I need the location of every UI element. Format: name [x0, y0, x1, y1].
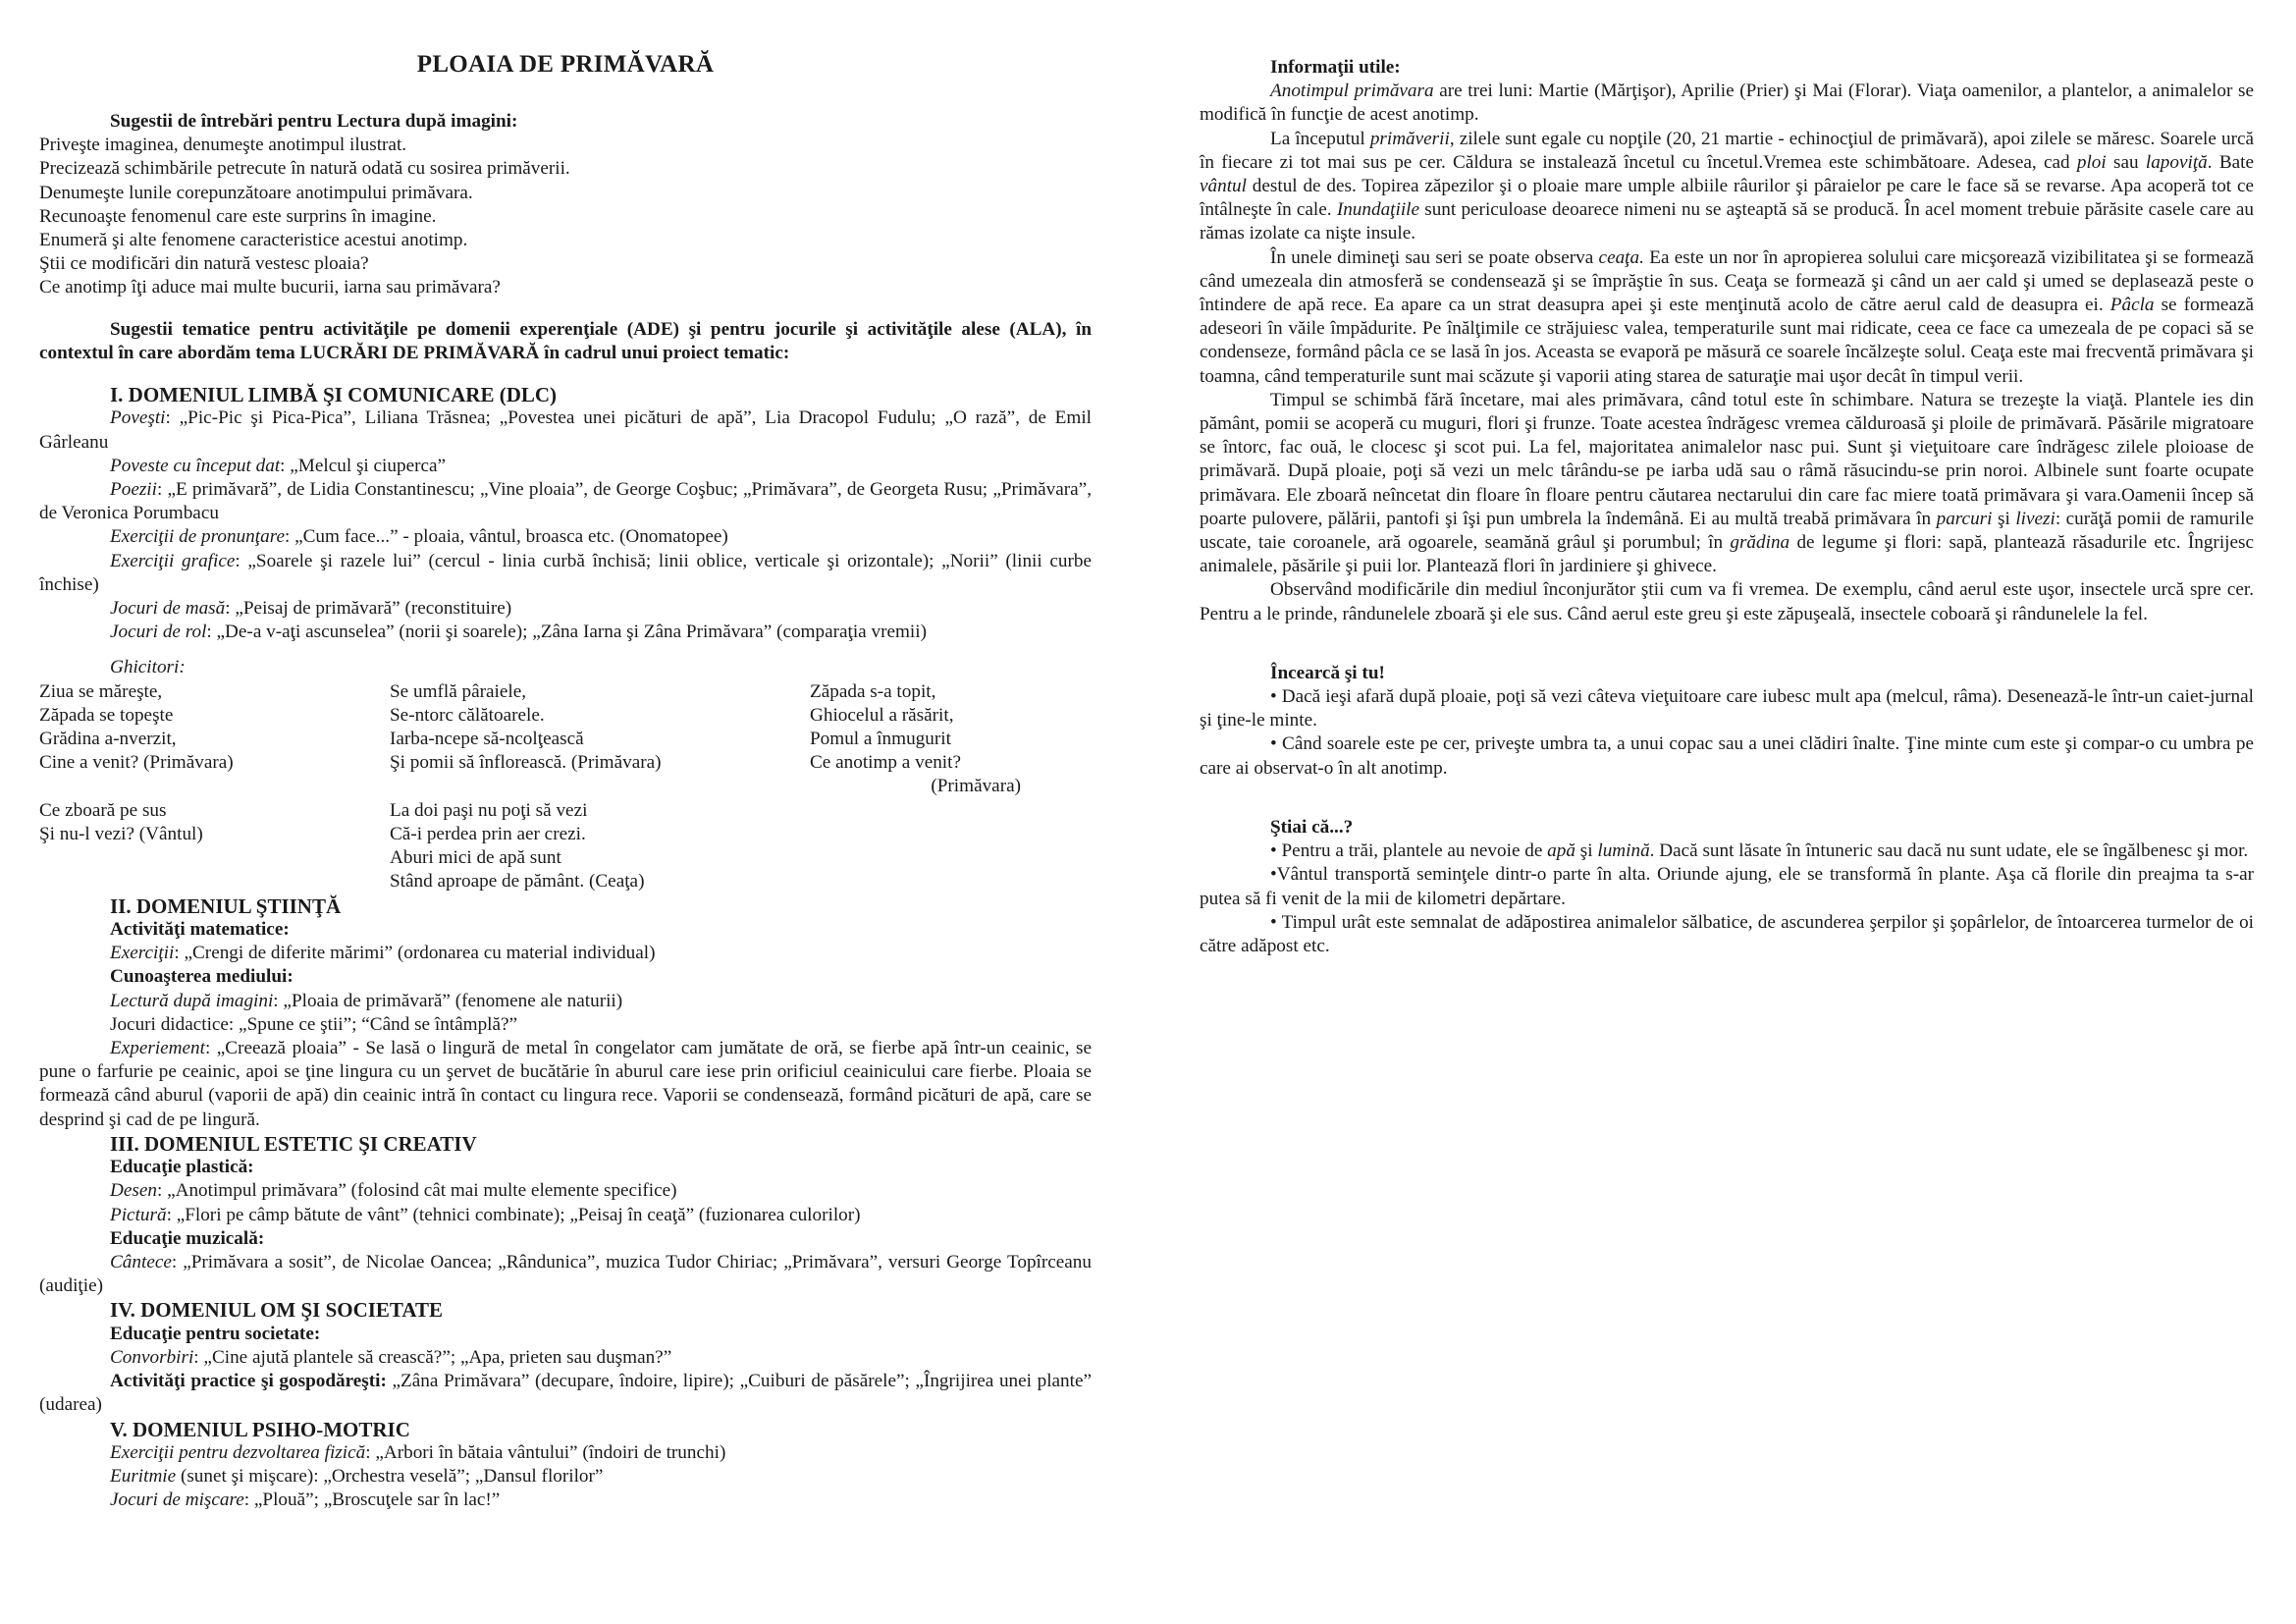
- math-item: [39, 942, 1092, 965]
- dlc-item-label: Poezii: [110, 479, 157, 501]
- stiai-heading: Ştiai că...?: [1270, 816, 1354, 838]
- text-run: are trei luni: Martie (Mărţişor), Aprilie (Prier) şi Mai (Florar). Viaţa oamenilor, a plantelor, a animalelor se modifică în funcţie de acest anotimp.: [1200, 81, 2254, 126]
- dlc-item: [39, 455, 1092, 478]
- italic-term: grădina: [1730, 532, 1790, 554]
- item-label: Exerciţii: [110, 943, 175, 964]
- item-text: : „Creează ploaia” - Se lasă o lingură de metal în congelator cam jumătate de oră, se fierbe apă într-un ceainic, se pune o farfurie pe ceainic, apoi se ţine lingura cu un şervet de bucătărie în aburul care iese prin orificiul ceainicului care fierbe. Ploaia se formează când aburul (vaporii de apă) din ceainic intră în contact cu lingura rece. Vaporii se condensează, formând picături de apă, care se desprind şi cad de pe lingură.: [39, 1037, 1092, 1130]
- item-text: : „Crengi de diferite mărimi” (ordonarea cu material individual): [174, 943, 656, 964]
- dlc-item: [39, 406, 1092, 454]
- experiment-item: [39, 1037, 1092, 1132]
- section-heading-estetic: III. DOMENIUL ESTETIC ŞI CREATIV: [110, 1131, 477, 1156]
- incearca-item: • Când soarele este pe cer, priveşte umbra ta, a unui copac sau a unei clădiri înalte. Ţine minte cum este şi compar-o cu umbra pe care ai observat-o în alt anotimp.: [1200, 733, 2254, 779]
- riddles-grid: [39, 680, 1092, 894]
- intro-paragraph: Sugestii tematice pentru activităţile pe domenii experenţiale (ADE) şi pentru jocurile şi activităţile alese (ALA), în contextul în care abordăm tema LUCRĂRI DE PRIMĂVARĂ în cadrul unui proiect tematic:: [39, 318, 1092, 363]
- riddle-line: Ziua se măreşte,: [39, 680, 163, 702]
- jocuri-miscare-item: [39, 1489, 1092, 1512]
- incearca-item: • Dacă ieşi afară după ploaie, poţi să vezi câteva vieţuitoare care iubesc mult apa (melcul, râma). Desenează-le într-un caiet-jurnal şi ţine-le minte.: [1200, 686, 2254, 731]
- muzicala-heading: Educaţie muzicală:: [110, 1227, 265, 1249]
- riddle-line: Ghiocelul a răsărit,: [810, 704, 954, 726]
- info-heading: Informaţii utile:: [1270, 57, 1401, 78]
- item-text: : „Arbori în bătaia vântului” (îndoiri de trunchi): [365, 1441, 726, 1463]
- question: Denumeşte lunile corepunzătoare anotimpului primăvara.: [39, 182, 473, 203]
- text-run: Timpul se schimbă fără încetare, mai ales primăvara, când totul este în schimbare. Natura se trezeşte la viaţă. Plantele ies din pământ, pomii se acoperă cu muguri, flori şi frunze. Toate acestea îndrăgesc vremea călduroasă şi ploile de primăvară. Păsările migratoare se întorc, fac ouă, le clocesc şi scot pui. La fel, majoritatea animalelor nasc pui. Sunt şi vieţuitoare care îndrăgesc zilele ploioase de primăvară. După ploaie, poţi să vezi un melc târându-se pe iarba udă sau o râmă răsucindu-se prin noroi. Albinele sunt foarte ocupate primăvara. Ele zboară neîncetat din floare în floare pentru căutarea nectarului din care fac miere toată primăvara şi vara.Oamenii încep să poarte pulovere, pălării, pantofi şi îşi pun umbrela la îndemână. Ei au multă treabă primăvara în: [1200, 389, 2254, 529]
- italic-term: ploi: [2076, 151, 2107, 173]
- italic-term: livezi: [2015, 508, 2056, 529]
- section-heading-dlc: I. DOMENIUL LIMBĂ ŞI COMUNICARE (DLC): [110, 383, 558, 407]
- section-heading-om: IV. DOMENIUL OM ŞI SOCIETATE: [110, 1298, 443, 1323]
- item-text: : „Cine ajută plantele să crească?”; „Apa, prieten sau duşman?”: [193, 1346, 672, 1368]
- dlc-item: [39, 621, 1092, 644]
- text-run: şi: [1992, 508, 2016, 529]
- dlc-item-label: Exerciţii grafice: [110, 550, 236, 571]
- riddle-line: Pomul a înmugurit: [810, 729, 951, 750]
- jocuri-item: Jocuri didactice: „Spune ce ştii”; “Când se întâmplă?”: [110, 1013, 518, 1035]
- text-run: de legume şi flori: sapă, plantează răsadurile etc. Îngrijesc animalele, păsările şi puii lor. Plantează flori în jardiniere şi ghivece.: [1200, 532, 2254, 577]
- text-run: se formează adeseori în văile împădurite. Pe înălţimile ce străjuiesc valea, temperaturile sunt mai ridicate, ceea ce face ca umezeala de pe copaci să se condenseze, formând pâcla ce se lasă în jos. Aceasta se evaporă pe măsură ce soarele încălzeşte solul. Ceaţa este mai frecventă primăvara şi toamna, când temperaturile sunt mai scăzute şi vaporii ating starea de saturaţie mai uşor decât în timpul verii.: [1200, 295, 2254, 387]
- info-paragraph: [1200, 389, 2254, 579]
- item-text: : „Anotimpul primăvara” (folosind cât mai multe elemente specifice): [156, 1180, 677, 1202]
- riddle: [810, 680, 1092, 799]
- italic-term: ceaţa.: [1598, 246, 1644, 268]
- item-label: Activităţi practice şi gospodăreşti:: [110, 1371, 387, 1392]
- riddle-line: Aburi mici de apă sunt: [390, 847, 561, 869]
- societate-heading: Educaţie pentru societate:: [110, 1323, 321, 1344]
- section-heading-psiho: V. DOMENIUL PSIHO-MOTRIC: [110, 1417, 410, 1441]
- stiai-item: • Timpul urât este semnalat de adăpostirea animalelor sălbatice, de ascunderea şerpilor şi şopârlelor, de întoarcerea turmelor de oi către adăpost etc.: [1200, 911, 2254, 956]
- text-run: sunt periculoase deoarece nimeni nu se aşteaptă să se producă. În acel moment trebuie părăsite casele care au rămas izolate ca nişte insule.: [1200, 199, 2254, 244]
- math-heading: Activităţi matematice:: [110, 918, 290, 940]
- italic-term: parcuri: [1936, 508, 1993, 529]
- text-run: sau: [2106, 151, 2146, 173]
- item-text: : „Plouă”; „Broscuţele sar în lac!”: [243, 1489, 501, 1511]
- riddle-line: Că-i perdea prin aer crezi.: [390, 823, 586, 844]
- riddle: [390, 799, 810, 894]
- riddle-line: La doi paşi nu poţi să vezi: [390, 799, 588, 821]
- riddle-line: Grădina a-nverzit,: [39, 729, 177, 750]
- riddle-line: Iarba-ncepe să-ncolţească: [390, 729, 584, 750]
- dlc-item-text: : „Peisaj de primăvară” (reconstituire): [225, 598, 512, 620]
- info-paragraph: [1200, 128, 2254, 246]
- info-paragraph: [1200, 80, 2254, 127]
- env-heading: Cunoaşterea mediului:: [110, 966, 294, 988]
- item-label: Pictură: [110, 1204, 167, 1225]
- item-text: „Zâna Primăvara” (decupare, îndoire, lipire); „Cuiburi de păsărele”; „Îngrijirea unei plante” (udarea): [39, 1371, 1092, 1416]
- left-content: [39, 110, 1092, 1513]
- italic-term: Pâcla: [2109, 295, 2155, 316]
- plastica-heading: Educaţie plastică:: [110, 1157, 254, 1178]
- stiai-item: [1200, 839, 2254, 863]
- item-label: Cântece: [110, 1251, 172, 1272]
- item-label: Desen: [110, 1180, 157, 1202]
- dlc-item: [39, 597, 1092, 621]
- italic-term: Anotimpul primăvara: [1270, 81, 1434, 102]
- riddle-line: Şi nu-l vezi? (Vântul): [39, 823, 203, 844]
- text-run: şi: [1575, 840, 1598, 862]
- italic-term: vântul: [1200, 176, 1247, 197]
- text-run: : curăţă pomii de ramurile uscate, taie coroanele, ară ogoarele, seamănă grâul şi porumbul; în: [1200, 508, 2254, 554]
- dlc-item-label: Poveste cu început dat: [110, 455, 281, 476]
- question: Enumeră şi alte fenomene caracteristice acestui anotimp.: [39, 230, 468, 251]
- section-heading-stiinta: II. DOMENIUL ŞTIINŢĂ: [110, 893, 342, 918]
- dlc-item-text: : „De-a v-aţi ascunselea” (norii şi soarele); „Zâna Iarna şi Zâna Primăvara” (comparaţia vremii): [206, 622, 927, 643]
- riddle-line: Şi pomii să înflorească. (Primăvara): [390, 752, 662, 774]
- dlc-item-text: : „Soarele şi razele lui” (cercul - linia curbă închisă; linii oblice, verticale şi orizontale); „Norii” (linii curbe închise): [39, 550, 1092, 595]
- dlc-item-label: Exerciţii de pronunţare: [110, 526, 285, 548]
- text-run: La începutul: [1270, 128, 1370, 149]
- dlc-item: [39, 525, 1092, 549]
- dlc-item-text: : „Pic-Pic şi Pica-Pica”, Liliana Trăsnea; „Povestea unei picături de apă”, Lia Dracopol Fudulu; „O rază”, de Emil Gârleanu: [39, 407, 1092, 453]
- lectura-questions: [39, 134, 1092, 299]
- info-paragraph: Observând modificările din mediul înconjurător ştii cum va fi vremea. De exemplu, când aerul este uşor, insectele urcă spre cer. Pentru a le prinde, rândunelele zboară şi ele sus. Când aerul este greu şi este zăpuşeală, insectele coboară şi rândunelele la fel.: [1200, 579, 2254, 624]
- pictura-item: [39, 1204, 1092, 1227]
- desen-item: [39, 1179, 1092, 1203]
- dlc-item: [39, 550, 1092, 597]
- text-run: În unele dimineţi sau seri se poate observa: [1270, 246, 1599, 268]
- cantece-item: [39, 1251, 1092, 1298]
- riddle-line: Se-ntorc călătoarele.: [390, 704, 545, 726]
- question: Ştii ce modificări din natură vestesc ploaia?: [39, 253, 369, 275]
- info-paragraph: [1200, 246, 2254, 389]
- italic-term: Inundaţiile: [1336, 199, 1420, 221]
- italic-term: apă: [1547, 840, 1575, 862]
- riddle: [39, 680, 390, 799]
- item-text: : „Flori pe câmp bătute de vânt” (tehnici combinate); „Peisaj în ceaţă” (fuzionarea culorilor): [166, 1204, 861, 1225]
- dlc-item-text: : „E primăvară”, de Lidia Constantinescu; „Vine ploaia”, de George Coşbuc; „Primăvara”, de Georgeta Rusu; „Primăvara”, de Veronica Porumbacu: [39, 479, 1092, 524]
- incearca-heading: Încearcă şi tu!: [1270, 662, 1385, 683]
- stiai-item: •Vântul transportă seminţele dintr-o parte în alta. Oriunde ajung, ele se transformă în plante. Aşa că florile din preajma ta s-ar putea să fi venit de la mii de kilometri depărtare.: [1200, 864, 2254, 909]
- question: Precizează schimbările petrecute în natură odată cu sosirea primăverii.: [39, 158, 570, 180]
- riddle: [39, 799, 390, 894]
- italic-term: lapoviţă: [2145, 151, 2208, 173]
- item-text: : „Primăvara a sosit”, de Nicolae Oancea; „Rândunica”, muzica Tudor Chiriac; „Primăvara”, versuri George Topîrceanu (audiţie): [39, 1251, 1092, 1297]
- riddle-line: Se umflă pâraiele,: [390, 680, 527, 702]
- dlc-item-text: : „Melcul şi ciuperca”: [280, 455, 447, 476]
- euritmie-item: [39, 1465, 1092, 1489]
- italic-term: primăverii: [1369, 128, 1450, 149]
- riddle-line: Zăpada s-a topit,: [810, 680, 936, 702]
- riddle-line: Cine a venit? (Primăvara): [39, 752, 234, 774]
- item-label: Experiement: [110, 1037, 205, 1058]
- text-run: . Dacă sunt lăsate în întuneric sau dacă nu sunt udate, ele se îngălbenesc şi mor.: [1649, 840, 2249, 862]
- text-run: • Pentru a trăi, plantele au nevoie de: [1270, 840, 1548, 862]
- convorbiri-item: [39, 1346, 1092, 1370]
- text-run: . Bate: [2207, 151, 2255, 173]
- dlc-item: [39, 478, 1092, 525]
- riddle-answer: (Primăvara): [931, 776, 1021, 797]
- item-text: (sunet şi mişcare): „Orchestra veselă”; „Dansul florilor”: [176, 1466, 604, 1488]
- question: Priveşte imaginea, denumeşte anotimpul ilustrat.: [39, 135, 407, 156]
- item-label: Euritmie: [110, 1466, 177, 1488]
- lectura-item: [39, 990, 1092, 1013]
- riddles-label: Ghicitori:: [110, 657, 186, 678]
- question: Recunoaşte fenomenul care este surprins în imagine.: [39, 205, 437, 227]
- dlc-item-label: Jocuri de rol: [110, 622, 207, 643]
- exercitii-item: [39, 1441, 1092, 1465]
- riddle-line: Stând aproape de pământ. (Ceaţa): [390, 871, 645, 893]
- riddle: [390, 680, 810, 799]
- dlc-item-text: : „Cum face...” - ploaia, vântul, broasca etc. (Onomatopee): [284, 526, 728, 548]
- item-label: Lectură după imagini: [110, 990, 274, 1011]
- riddle-line: Ce anotimp a venit?: [810, 752, 961, 774]
- item-label: Jocuri de mişcare: [110, 1489, 244, 1511]
- text-run: Ea este un nor în apropierea solului care micşorează vizibilitatea şi se formează când umezeala din atmosferă se condensează şi se împrăştie în sus. Ceaţa se formează şi când un aer cald şi umed se deplasează peste o întindere de apă rece. Ea apare ca un strat deasupra apei şi este menţinută acolo de către aerul cald de deasupra ei.: [1200, 246, 2254, 316]
- riddle-line: Ce zboară pe sus: [39, 799, 167, 821]
- italic-term: lumină: [1597, 840, 1650, 862]
- lectura-heading: Sugestii de întrebări pentru Lectura după imagini:: [110, 111, 518, 132]
- right-content: [1200, 56, 2254, 958]
- item-text: : „Ploaia de primăvară” (fenomene ale naturii): [273, 990, 623, 1011]
- text-run: , zilele sunt egale cu nopţile (20, 21 martie - echinocţiul de primăvară), apoi zilele se măresc. Soarele urcă în fiecare zi tot mai sus pe cer. Căldura se instalează încetul cu încetul.Vremea este schimbătoare. Adesea, cad: [1200, 128, 2255, 173]
- riddle-line: Zăpada se topeşte: [39, 704, 174, 726]
- item-label: Exerciţii pentru dezvoltarea fizică: [110, 1441, 366, 1463]
- question: Ce anotimp îţi aduce mai multe bucurii, iarna sau primăvara?: [39, 277, 501, 298]
- text-run: destul de des. Topirea zăpezilor şi o ploaie mare umple albiile râurilor şi pâraielor pe care le face să se revarse. Apa acoperă tot ce întâlneşte în cale.: [1200, 176, 2254, 221]
- practice-item: [39, 1370, 1092, 1417]
- item-label: Convorbiri: [110, 1346, 194, 1368]
- dlc-item-label: Poveşti: [110, 407, 166, 429]
- page-title: PLOAIA DE PRIMĂVARĂ: [416, 51, 715, 78]
- dlc-item-label: Jocuri de masă: [110, 598, 226, 620]
